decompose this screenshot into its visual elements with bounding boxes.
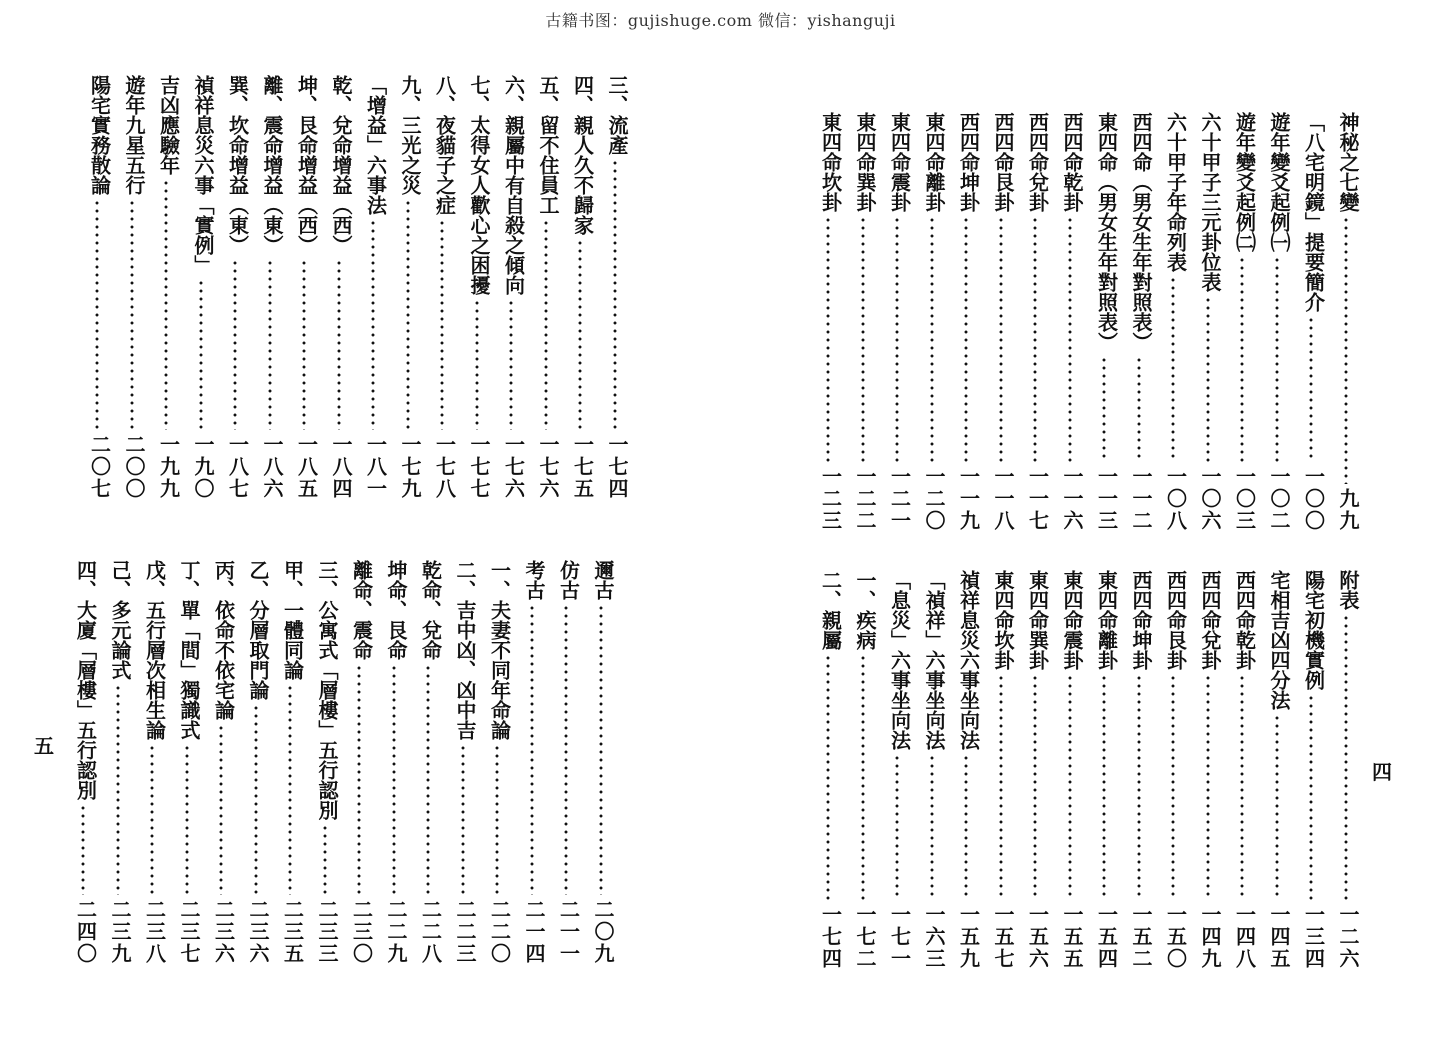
toc-entry <box>1018 570 1053 970</box>
toc-entry <box>949 112 984 532</box>
toc-entry-page: 一七一 <box>887 904 912 970</box>
toc-entry <box>253 75 288 500</box>
toc-entry <box>1225 570 1260 970</box>
toc-entry <box>1260 112 1295 532</box>
toc-entry-title: 附表 <box>1336 570 1360 610</box>
toc-entry-title: 甲、一體同論 <box>280 560 305 680</box>
toc-entry <box>811 112 846 532</box>
dot-leader <box>308 824 343 895</box>
toc-entry <box>1225 112 1260 532</box>
toc-bottom-left <box>66 560 618 965</box>
toc-entry-title: 乙、分層取門論 <box>246 560 270 700</box>
dot-leader <box>515 604 550 895</box>
toc-entry-page: 一五〇 <box>1163 904 1188 970</box>
toc-entry <box>1294 112 1329 532</box>
toc-entry-page: 二三六 <box>211 899 236 965</box>
toc-entry-title: 坤、艮命增益（西） <box>294 75 319 255</box>
toc-entry-page: 一七八 <box>432 434 457 500</box>
dot-leader <box>846 216 881 462</box>
toc-entry <box>446 560 481 965</box>
toc-entry <box>1053 112 1088 532</box>
toc-entry <box>239 560 274 965</box>
toc-entry-title: 遊年九星五行 <box>122 75 146 195</box>
dot-leader <box>287 259 322 430</box>
toc-entry-title: 西四命艮卦 <box>991 112 1015 212</box>
toc-entry-title: 陽宅實務散論 <box>87 75 112 195</box>
toc-entry <box>584 560 619 965</box>
toc-entry-page: 九九 <box>1336 488 1360 532</box>
toc-entry-page: 一四五 <box>1267 904 1291 970</box>
toc-entry <box>1260 570 1295 970</box>
dot-leader <box>1087 356 1122 462</box>
toc-entry <box>170 560 205 965</box>
dot-leader <box>1087 674 1122 900</box>
toc-entry-title: 三、公寓式「層樓」五行認別 <box>315 560 339 820</box>
toc-entry-title: 西四命坤卦 <box>1129 570 1153 670</box>
toc-entry <box>66 560 101 965</box>
toc-top-right <box>811 112 1363 532</box>
dot-leader <box>1053 674 1088 900</box>
toc-entry-page: 二三九 <box>108 899 132 965</box>
toc-entry-page: 二二三 <box>453 899 477 965</box>
toc-entry-page: 一七四 <box>818 904 843 970</box>
toc-entry-title: 坤命、艮命 <box>384 560 408 660</box>
dot-leader <box>811 654 846 900</box>
toc-entry-page: 一〇八 <box>1163 466 1188 532</box>
toc-entry-page: 一九九 <box>156 434 181 500</box>
toc-entry-page: 一八六 <box>260 434 284 500</box>
toc-entry-title: 東四命離卦 <box>1094 570 1119 670</box>
toc-entry <box>1122 112 1157 532</box>
toc-entry-title: 乾命、兌命 <box>418 560 443 660</box>
toc-entry-title: 東四命坎卦 <box>991 570 1015 670</box>
toc-entry-title: 遊年變爻起例㈡ <box>1232 112 1257 252</box>
toc-entry-page: 二三〇 <box>349 899 374 965</box>
toc-entry-title: 東四命震卦 <box>887 112 912 212</box>
toc-entry-title: 宅相吉凶四分法 <box>1267 570 1291 710</box>
toc-entry <box>1122 570 1157 970</box>
dot-leader <box>1156 276 1191 462</box>
toc-entry <box>494 75 529 500</box>
toc-entry-title: 東四命坎卦 <box>818 112 843 212</box>
toc-entry <box>184 75 219 500</box>
toc-entry <box>377 560 412 965</box>
toc-entry-title: 一、疾病 <box>853 570 877 650</box>
toc-entry-title: 丁、單「間」獨識式 <box>177 560 201 740</box>
toc-bottom-right <box>797 570 1363 970</box>
dot-leader <box>1329 216 1364 484</box>
folio-left: 五 <box>34 734 54 758</box>
toc-entry <box>1087 570 1122 970</box>
toc-entry-title: 西四命兌卦 <box>1198 570 1222 670</box>
dot-leader <box>239 704 274 895</box>
toc-entry-title: 東四命離卦 <box>922 112 946 212</box>
toc-entry-title: 禎祥息災六事「實例」 <box>191 75 215 275</box>
toc-entry-page: 一八四 <box>329 434 353 500</box>
dot-leader <box>1191 674 1226 900</box>
dot-leader <box>880 216 915 462</box>
toc-entry <box>949 570 984 970</box>
toc-entry-page: 一八七 <box>225 434 250 500</box>
toc-entry-page: 一二一 <box>887 466 912 532</box>
toc-entry-page: 二一四 <box>522 899 546 965</box>
dot-leader <box>1260 256 1295 462</box>
toc-entry-page: 二三七 <box>177 899 201 965</box>
toc-entry <box>515 560 550 965</box>
toc-entry-title: 巽、坎命增益（東） <box>225 75 250 255</box>
toc-entry-page: 一一六 <box>1060 466 1084 532</box>
dot-leader <box>322 259 357 430</box>
toc-entry-page: 二三八 <box>142 899 167 965</box>
toc-entry-page: 一七七 <box>467 434 491 500</box>
toc-entry <box>1087 112 1122 532</box>
toc-entry-title: 西四命（男女生年對照表） <box>1129 112 1153 352</box>
toc-entry-page: 一〇二 <box>1267 466 1291 532</box>
dot-leader <box>846 654 881 900</box>
toc-entry-page: 一四九 <box>1198 904 1222 970</box>
toc-entry <box>356 75 391 500</box>
toc-entry <box>101 560 136 965</box>
toc-entry-title: 東四命（男女生年對照表） <box>1094 112 1119 352</box>
toc-entry-page: 二三五 <box>280 899 305 965</box>
toc-entry <box>846 112 881 532</box>
toc-entry <box>308 560 343 965</box>
dot-leader <box>170 744 205 895</box>
dot-leader <box>204 724 239 895</box>
toc-entry-title: 「息災」六事坐向法 <box>887 570 912 750</box>
toc-entry-title: 己、多元論式 <box>108 560 132 680</box>
toc-entry <box>1294 570 1329 970</box>
toc-entry-page: 一一八 <box>991 466 1015 532</box>
dot-leader <box>218 259 253 430</box>
toc-entry-page: 二二八 <box>418 899 443 965</box>
toc-entry-page: 一二三 <box>818 466 843 532</box>
toc-entry-title: 五、留不住員工 <box>536 75 560 215</box>
toc-entry <box>880 112 915 532</box>
toc-entry-title: 陽宅初機實例 <box>1301 570 1326 690</box>
toc-entry-title: 六十甲子年命列表 <box>1163 112 1188 272</box>
toc-entry <box>391 75 426 500</box>
toc-entry-title: 離命、震命 <box>349 560 374 660</box>
toc-entry-page: 一〇三 <box>1232 466 1257 532</box>
toc-entry <box>880 570 915 970</box>
toc-entry <box>1329 570 1364 970</box>
toc-entry-page: 一五五 <box>1060 904 1084 970</box>
toc-entry-page: 一九〇 <box>191 434 215 500</box>
dot-leader <box>1294 694 1329 900</box>
dot-leader <box>915 216 950 462</box>
dot-leader <box>460 299 495 430</box>
toc-entry-title: 一、夫妻不同年命論 <box>487 560 512 740</box>
toc-entry-page: 一一三 <box>1094 466 1119 532</box>
toc-entry <box>915 570 950 970</box>
toc-entry <box>204 560 239 965</box>
dot-leader <box>184 279 219 430</box>
toc-entry <box>322 75 357 500</box>
toc-entry-page: 一〇〇 <box>1301 466 1326 532</box>
toc-entry-title: 神秘之七變 <box>1336 112 1360 212</box>
toc-entry-title: 仿古 <box>556 560 581 600</box>
dot-leader <box>425 219 460 430</box>
toc-entry-title: 九、三光之災 <box>398 75 422 195</box>
toc-entry-page: 一四八 <box>1232 904 1257 970</box>
toc-entry-page: 一二〇 <box>922 466 946 532</box>
dot-leader <box>563 239 598 430</box>
toc-entry-page: 一三四 <box>1301 904 1326 970</box>
toc-entry-page: 一五七 <box>991 904 1015 970</box>
toc-entry-page: 一五六 <box>1025 904 1050 970</box>
toc-entry-title: 二、吉中凶、凶中吉 <box>453 560 477 740</box>
toc-entry <box>149 75 184 500</box>
toc-entry-page: 一八五 <box>294 434 319 500</box>
toc-entry-title: 七、太得女人歡心之困擾 <box>467 75 491 295</box>
dot-leader <box>984 674 1019 900</box>
toc-entry-page: 一七九 <box>398 434 422 500</box>
toc-entry-page: 二三三 <box>315 899 339 965</box>
dot-leader <box>135 744 170 895</box>
toc-entry-title: 西四命乾卦 <box>1060 112 1084 212</box>
toc-entry <box>342 560 377 965</box>
dot-leader <box>598 159 633 430</box>
dot-leader <box>1329 614 1364 900</box>
toc-entry-page: 二〇七 <box>87 434 112 500</box>
toc-entry-title: 禎祥息災六事坐向法 <box>956 570 981 750</box>
dot-leader <box>915 754 950 900</box>
toc-entry-page: 二二九 <box>384 899 408 965</box>
dot-leader <box>1156 674 1191 900</box>
dot-leader <box>1260 714 1295 900</box>
toc-entry-page: 一七四 <box>605 434 629 500</box>
dot-leader <box>880 754 915 900</box>
toc-entry <box>1329 112 1364 532</box>
dot-leader <box>356 219 391 430</box>
toc-entry-page: 一一二 <box>1129 466 1153 532</box>
toc-entry <box>115 75 150 500</box>
toc-entry-page: 二〇九 <box>591 899 615 965</box>
dot-leader <box>101 684 136 895</box>
toc-entry-page: 二一一 <box>556 899 581 965</box>
dot-leader <box>342 664 377 895</box>
toc-entry <box>1018 112 1053 532</box>
toc-entry <box>1156 112 1191 532</box>
toc-entry-page: 二〇〇 <box>122 434 146 500</box>
toc-entry-title: 八、夜貓子之症 <box>432 75 457 215</box>
toc-entry <box>411 560 446 965</box>
watermark: 古籍书图：gujishuge.com 微信：yishanguji <box>545 11 896 30</box>
toc-entry <box>846 570 881 970</box>
toc-entry-page: 一五九 <box>956 904 981 970</box>
toc-entry-title: 六十甲子三元卦位表 <box>1198 112 1222 292</box>
dot-leader <box>549 604 584 895</box>
toc-entry-title: 西四命乾卦 <box>1232 570 1257 670</box>
toc-entry-title: 東四命巽卦 <box>1025 570 1050 670</box>
toc-entry <box>529 75 564 500</box>
toc-entry-page: 一七六 <box>501 434 526 500</box>
dot-leader <box>584 604 619 895</box>
dot-leader <box>446 744 481 895</box>
toc-entry-title: 吉凶應驗年 <box>156 75 181 175</box>
dot-leader <box>949 216 984 462</box>
toc-entry-title: 戊、五行層次相生論 <box>142 560 167 740</box>
toc-entry <box>984 112 1019 532</box>
dot-leader <box>529 219 564 430</box>
toc-entry-page: 一七六 <box>536 434 560 500</box>
dot-leader <box>1225 674 1260 900</box>
toc-entry-title: 四、大廈「層樓」五行認別 <box>73 560 98 800</box>
toc-entry-title: 「禎祥」六事坐向法 <box>922 570 946 750</box>
toc-entry <box>1053 570 1088 970</box>
dot-leader <box>253 259 288 430</box>
toc-entry <box>287 75 322 500</box>
toc-entry-title: 邇古 <box>591 560 615 600</box>
toc-entry-title: 乾、兌命增益（西） <box>329 75 353 255</box>
toc-entry-page: 一五四 <box>1094 904 1119 970</box>
toc-entry-page: 一一九 <box>956 466 981 532</box>
toc-entry <box>1156 570 1191 970</box>
dot-leader <box>411 664 446 895</box>
dot-leader <box>80 199 115 430</box>
toc-entry-page: 二二〇 <box>487 899 512 965</box>
toc-entry <box>598 75 633 500</box>
dot-leader <box>1122 356 1157 462</box>
dot-leader <box>494 299 529 430</box>
toc-entry-title: 西四命兌卦 <box>1025 112 1050 212</box>
dot-leader <box>1018 216 1053 462</box>
dot-leader <box>115 199 150 430</box>
toc-entry-title: 三、流產 <box>605 75 629 155</box>
toc-entry-page: 一一七 <box>1025 466 1050 532</box>
toc-entry <box>915 112 950 532</box>
toc-entry-page: 一〇六 <box>1198 466 1222 532</box>
folio-right: 四 <box>1372 760 1392 784</box>
toc-entry-page: 一六三 <box>922 904 946 970</box>
dot-leader <box>1191 296 1226 462</box>
toc-top-left <box>80 75 632 500</box>
toc-entry-title: 東四命震卦 <box>1060 570 1084 670</box>
toc-entry-title: 西四命坤卦 <box>956 112 981 212</box>
toc-entry <box>811 570 846 970</box>
dot-leader <box>273 684 308 895</box>
toc-entry-page: 一五二 <box>1129 904 1153 970</box>
toc-entry-title: 二、親屬 <box>818 570 843 650</box>
toc-entry-page: 一二六 <box>1336 904 1360 970</box>
toc-entry <box>273 560 308 965</box>
toc-entry <box>1191 112 1226 532</box>
toc-entry-title: 離、震命增益（東） <box>260 75 284 255</box>
toc-entry-page: 一八一 <box>363 434 388 500</box>
toc-entry-title: 丙、依命不依宅論 <box>211 560 236 720</box>
toc-entry-page: 一二二 <box>853 466 877 532</box>
toc-entry <box>218 75 253 500</box>
dot-leader <box>949 754 984 900</box>
toc-entry-title: 「八宅明鏡」提要簡介 <box>1301 112 1326 312</box>
dot-leader <box>66 804 101 895</box>
toc-entry <box>80 75 115 500</box>
toc-entry-title: 西四命艮卦 <box>1163 570 1188 670</box>
toc-entry-title: 遊年變爻起例㈠ <box>1267 112 1291 252</box>
dot-leader <box>377 664 412 895</box>
toc-entry <box>549 560 584 965</box>
dot-leader <box>480 744 515 895</box>
toc-entry-page: 二三六 <box>246 899 270 965</box>
toc-entry-page: 一七五 <box>570 434 595 500</box>
dot-leader <box>1122 674 1157 900</box>
dot-leader <box>391 199 426 430</box>
toc-entry-title: 六、親屬中有自殺之傾向 <box>501 75 526 295</box>
toc-entry <box>135 560 170 965</box>
toc-entry-page: 二四〇 <box>73 899 98 965</box>
toc-entry <box>460 75 495 500</box>
toc-entry-title: 考古 <box>522 560 546 600</box>
dot-leader <box>1018 674 1053 900</box>
dot-leader <box>811 216 846 462</box>
toc-entry-page: 一七二 <box>853 904 877 970</box>
toc-entry-title: 四、親人久不歸家 <box>570 75 595 235</box>
toc-entry <box>480 560 515 965</box>
dot-leader <box>149 179 184 430</box>
toc-entry <box>1191 570 1226 970</box>
toc-entry-title: 「增益」六事法 <box>363 75 388 215</box>
toc-entry <box>984 570 1019 970</box>
toc-entry <box>563 75 598 500</box>
dot-leader <box>1053 216 1088 462</box>
dot-leader <box>1294 316 1329 462</box>
toc-entry <box>425 75 460 500</box>
dot-leader <box>1225 256 1260 462</box>
toc-entry-title: 東四命巽卦 <box>853 112 877 212</box>
dot-leader <box>984 216 1019 462</box>
